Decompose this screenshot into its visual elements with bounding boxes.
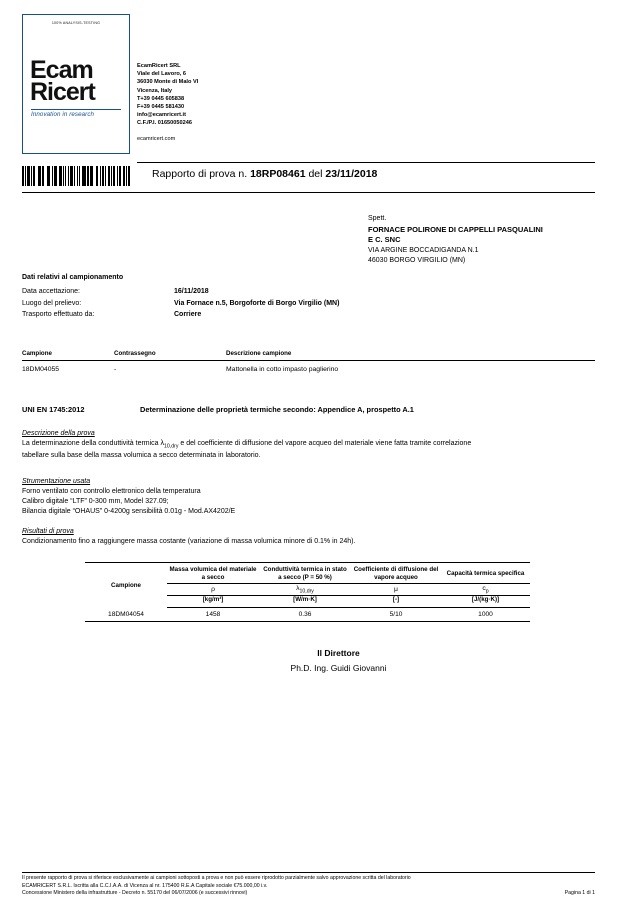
table-header-row	[22, 348, 595, 361]
document-header	[0, 0, 617, 160]
sampling-row	[22, 309, 442, 321]
results-col-diffusione: Coefficiente di diffusione del vapore acqueo	[351, 563, 441, 584]
norm-title: Determinazione delle proprietà termiche secondo: Appendice A, prospetto A.1	[140, 405, 414, 414]
sample-table	[22, 348, 595, 376]
company-email: info@ecamricert.it	[137, 112, 186, 119]
sample-col-descrizione: Descrizione campione	[226, 348, 595, 361]
instrumentation-heading: Strumentazione usata	[22, 478, 91, 485]
recipient-city: 46030 BORGO VIRGILIO (MN)	[368, 257, 466, 264]
report-title-row	[0, 162, 617, 192]
recipient-name-2: E C. SNC	[368, 235, 401, 244]
company-address-2: 36030 Monte di Malo VI	[137, 79, 199, 86]
company-address-3: Vicenza, Italy	[137, 87, 173, 94]
footer-disclaimer: Il presente rapporto di prova si riferisce esclusivamente ai campioni sottoposti a prova e non può essere riprodotto parzialmente salvo approvazione scritta del laboratorio	[22, 875, 411, 882]
sample-id: 18DM04055	[22, 366, 60, 373]
results-table	[85, 562, 530, 622]
result-lambda: 0.36	[259, 608, 351, 622]
result-rho: 1458	[167, 608, 259, 622]
sampling-title: Dati relativi al campionamento	[22, 274, 124, 281]
signature-role: Il Direttore	[317, 648, 360, 658]
company-website: ecamricert.com	[137, 135, 176, 142]
report-label: Rapporto di prova n.	[152, 168, 248, 180]
logo-word-line2: Ricert	[30, 78, 95, 106]
company-logo	[22, 14, 130, 154]
company-phone: T+39 0445 605838	[137, 95, 185, 102]
header-divider	[137, 162, 595, 163]
symbol-rho: ρ	[167, 584, 259, 596]
test-description-text-b: e del coefficiente di diffusione del vapore acqueo del materiale viene fatta tramite correlazione	[178, 440, 472, 447]
signature-block	[0, 648, 617, 673]
unit-mu: [-]	[351, 596, 441, 608]
logo-certification-text: 100% ANALYSIS-TESTING	[51, 21, 101, 25]
sampling-row	[22, 298, 442, 310]
recipient-block	[368, 214, 543, 267]
sampling-value: 16/11/2018	[174, 288, 209, 295]
symbol-mu: μ	[351, 584, 441, 596]
unit-rho: [kg/m³]	[167, 596, 259, 608]
company-name: EcamRicert SRL	[137, 63, 181, 69]
sampling-key: Data accettazione:	[22, 288, 80, 295]
report-date-label: del	[308, 168, 323, 180]
sample-col-contrassegno: Contrassegno	[114, 348, 226, 361]
test-description-line2: tabellare sulla base della massa volumica a secco determinata in laboratorio.	[22, 452, 261, 460]
logo-divider	[31, 109, 121, 110]
footer-divider	[22, 872, 595, 873]
recipient-street: VIA ARGINE BOCCADIGANDA N.1	[368, 246, 479, 254]
test-description-heading: Descrizione della prova	[22, 430, 95, 437]
result-mu: 5/10	[351, 608, 441, 622]
recipient-salutation: Spett.	[368, 215, 387, 222]
norm-block	[22, 405, 595, 414]
logo-tagline: Innovation in research	[31, 111, 95, 118]
lambda-subscript: 10,dry	[164, 443, 179, 450]
unit-lambda: [W/m·K]	[259, 596, 351, 608]
logo-wordmark	[30, 56, 95, 106]
report-number: 18RP08461	[250, 168, 306, 180]
logo-word-line1: Ecam	[30, 56, 93, 84]
results-heading: Risultati di prova	[22, 528, 74, 535]
company-address-1: Viale del Lavoro, 6	[137, 71, 187, 78]
footer-company-info: ECAMRICERT S.R.L. Iscritta alla C.C.I.A.A. di Vicenza al nr. 175400 R.E.A Capitale sociale €75.000,00 i.v.	[22, 882, 268, 889]
report-date: 23/11/2018	[325, 168, 378, 180]
sampling-row	[22, 286, 442, 298]
sampling-value: Corriere	[174, 311, 202, 318]
result-sample-id: 18DM04054	[85, 608, 167, 622]
norm-code: UNI EN 1745:2012	[22, 405, 85, 414]
test-description-text-a: La determinazione della conduttività termica λ	[22, 440, 165, 447]
table-row	[85, 608, 530, 622]
instrumentation-section	[22, 478, 595, 517]
results-col-conduttivita: Conduttività termica in stato a secco (P = 50 %)	[259, 563, 351, 584]
company-vat: C.F./P.I. 01650050246	[137, 120, 192, 127]
result-cp: 1000	[441, 608, 530, 622]
results-header-row	[85, 563, 530, 584]
unit-cp: [J/(kg·K)]	[441, 596, 530, 608]
page-title	[152, 168, 377, 180]
results-note: Condizionamento fino a raggiungere massa costante (variazione di massa volumica minore di 0.1% in 24h).	[22, 538, 356, 545]
footer-page-number: Pagina 1 di 1	[564, 890, 595, 897]
document-footer	[22, 872, 595, 898]
sampling-key: Luogo del prelievo:	[22, 299, 82, 307]
footer-ministry-note: Concessione Ministero della infrastrutture - Decreto n. 55170 del 06/07/2006 (e successivi rinnovi)	[22, 890, 248, 897]
recipient-name: FORNACE POLIRONE DI CAPPELLI PASQUALINI	[368, 224, 543, 234]
title-divider	[22, 192, 595, 193]
results-col-capacita: Capacità termica specifica	[441, 563, 530, 584]
test-description-section	[22, 430, 595, 461]
instrumentation-line: Calibro digitale “LTF” 0-300 mm, Model 327.09;	[22, 498, 169, 505]
results-col-campione: Campione	[85, 563, 167, 608]
sample-description: Mattonella in cotto impasto paglierino	[226, 366, 339, 373]
instrumentation-line: Bilancia digitale “OHAUS” 0-4200g sensibilità 0.01g - Mod.AX4202/E	[22, 508, 236, 515]
company-address-block	[137, 62, 198, 143]
company-fax: F+39 0445 581430	[137, 104, 185, 111]
sampling-key: Trasporto effettuato da:	[22, 311, 95, 318]
instrumentation-line: Forno ventilato con controllo elettronico della temperatura	[22, 488, 201, 495]
sampling-section	[22, 274, 442, 321]
symbol-cp: $c_p$	[441, 584, 530, 596]
signature-name: Ph.D. Ing. Guidi Giovanni	[290, 663, 387, 673]
sample-mark: -	[114, 366, 117, 373]
symbol-lambda: $\lambda_{10,dry}$	[259, 584, 351, 596]
table-row	[22, 361, 595, 377]
barcode	[22, 166, 130, 186]
sampling-value: Via Fornace n.5, Borgoforte di Borgo Virgilio (MN)	[174, 299, 340, 307]
test-description-line1	[22, 439, 595, 451]
results-table-wrapper	[85, 562, 530, 622]
results-col-massa-volumica: Massa volumica del materiale a secco	[167, 563, 259, 584]
sample-col-campione: Campione	[22, 348, 114, 361]
results-intro-section	[22, 528, 595, 547]
